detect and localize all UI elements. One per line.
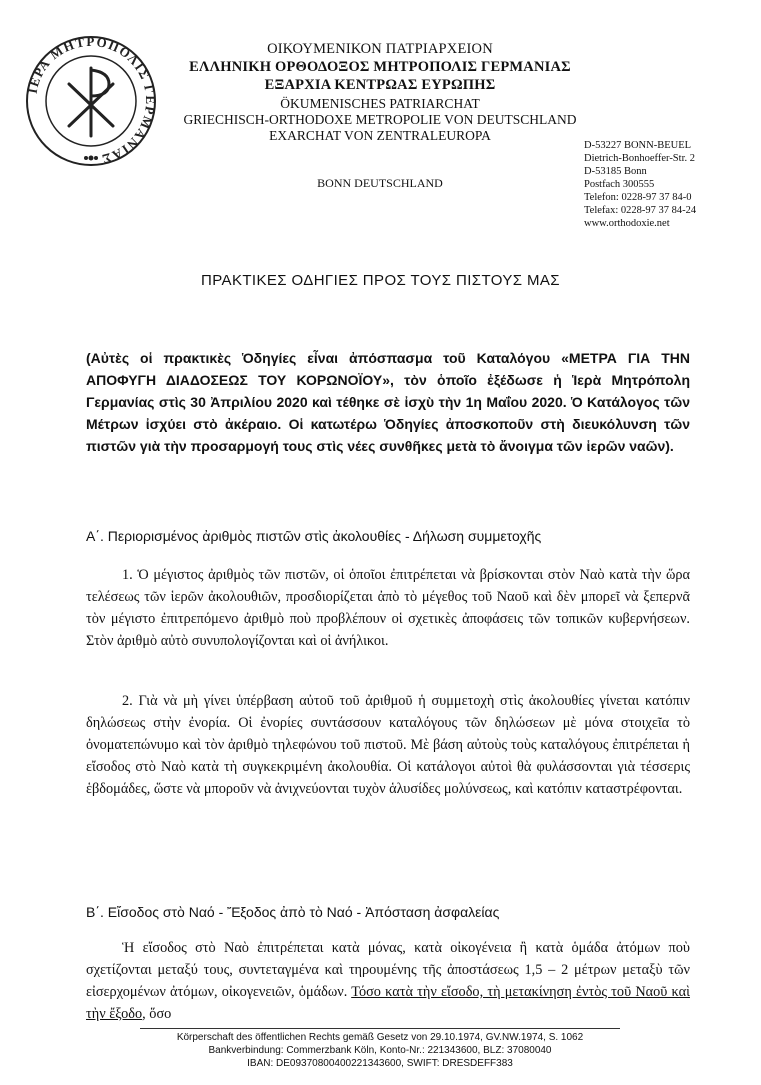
section-b-underlined-text: Τόσο κατὰ τὴν εἴσοδο, τὴ μετακίνηση ἐντὸς τοῦ Ναοῦ καὶ τὴν ἔξοδο <box>86 984 690 1022</box>
letterhead-city: BONN DEUTSCHLAND <box>317 176 443 190</box>
phone-line: Telefon: 0228-97 37 84-0 <box>584 192 692 203</box>
section-a-paragraph-1 <box>86 564 690 652</box>
seal-text: ΙΕΡΑ ΜΗΤΡΟΠΟΛΙΣ ΓΕΡΜΑΝΙΑΣ <box>24 34 158 168</box>
address-line: Postfach 300555 <box>584 179 655 190</box>
footer <box>100 1031 660 1070</box>
address-line: D-53227 BONN-BEUEL <box>584 140 692 151</box>
cross-icon <box>84 156 98 161</box>
section-b-paragraph-1 <box>86 937 690 1025</box>
exarchate-de: EXARCHAT VON ZENTRALEUROPA <box>269 128 491 143</box>
section-b-paragraph-1-text: Ἡ εἴσοδος στὸ Ναὸ ἐπιτρέπεται κατὰ μόνας, κατὰ οἰκογένεια ἢ κατὰ ὁμάδα ἀτόμων ποὺ σχετίζονται μεταξύ τους, συντεταγμένα καὶ τηρουμένης τῆς ἀποστάσεως 1,5 – 2 μέτρων μεταξὺ τῶν εἰσερχομένων ἀτόμων, οἰκογενειῶν, ὁμάδων. <box>86 940 690 1000</box>
section-b-tail-text: , ὅσο <box>142 1006 172 1022</box>
section-a-paragraph-2-text: 2. Γιὰ νὰ μὴ γίνει ὑπέρβαση αὐτοῦ τοῦ ἀριθμοῦ ἡ συμμετοχὴ στὶς ἀκολουθίες γίνεται κατόπιν δηλώσεως στὴν ἐνορία. Οἱ ἐνορίες συντάσσουν καταλόγους τῶν δηλώσεων μὲ μόνα στοιχεῖα τὸ ὀνοματεπώνυμο καὶ τὸν ἀριθμὸ τηλεφώνου τοῦ πιστοῦ. Μὲ βάση αὐτοὺς τοὺς καταλόγους ἐπιτρέπεται ἡ εἴσοδος στὸ Ναὸ κατὰ τὴ συγκεκριμένη ἀκολουθία. Οἱ κατάλογοι αὐτοὶ θὰ φυλάσσονται γιὰ τέσσερις ἑβδομάδες, ὥστε νὰ μποροῦν νὰ ἀνιχνεύονται τυχὸν ἁλυσίδες μολύνσεως, καὶ κατόπιν καταστρέφονται. <box>86 693 690 797</box>
footer-legal: Körperschaft des öffentlichen Rechts gemäß Gesetz von 29.10.1974, GV.NW.1974, S. 1062 <box>176 1032 584 1043</box>
chi-rho-icon <box>69 68 113 136</box>
metropolis-de: GRIECHISCH-ORTHODOXE METROPOLIE VON DEUTSCHLAND <box>183 112 577 127</box>
address-line: Dietrich-Bonhoeffer-Str. 2 <box>584 153 695 164</box>
section-a-paragraph-2 <box>86 690 690 800</box>
metropolis-gr: ΕΛΛΗΝΙΚΗ ΟΡΘΟΔΟΞΟΣ ΜΗΤΡΟΠΟΛΙΣ ΓΕΡΜΑΝΙΑΣ <box>189 59 571 75</box>
section-a-heading: Α΄. Περιορισμένος ἀριθμὸς πιστῶν στὶς ἀκολουθίες - Δήλωση συμμετοχῆς <box>86 528 542 544</box>
intro-paragraph: (Αὐτὲς οἱ πρακτικὲς Ὁδηγίες εἶναι ἀπόσπασμα τοῦ Καταλόγου «ΜΕΤΡΑ ΓΙΑ ΤΗΝ ΑΠΟΦΥΓΗ ΔΙΑΔΟΣΕΩΣ ΤΟΥ ΚΟΡΩΝΟΪΟΥ», τὸν ὁποῖο ἐξέδωσε ἡ Ἱερὰ Μητρόπολη Γερμανίας στὶς 30 Ἀπριλίου 2020 καὶ τέθηκε σὲ ἰσχὺ τὴν 1η Μαΐου 2020. Ὁ Κατάλογος τῶν Μέτρων ἰσχύει στὸ ἀκέραιο. Οἱ κατωτέρω Ὁδηγίες ἀποσκοποῦν στὴ διευκόλυνση τῶν πιστῶν γιὰ τὴν προσαρμογή τους στὶς νέες συνθῆκες μετὰ τὸ ἄνοιγμα τῶν ἱερῶν ναῶν). <box>86 350 690 454</box>
section-b-heading: Β΄. Εἴσοδος στὸ Ναό - Ἔξοδος ἀπὸ τὸ Ναό - Ἀπόσταση ἀσφαλείας <box>86 904 500 920</box>
address-line: D-53185 Bonn <box>584 166 647 177</box>
letterhead-greek <box>160 40 600 94</box>
metropolis-seal <box>24 34 158 168</box>
footer-divider <box>140 1028 620 1029</box>
website-link[interactable]: www.orthodoxie.net <box>584 218 670 229</box>
exarchate-gr: ΕΞΑΡΧΙΑ ΚΕΝΤΡΩΑΣ ΕΥΡΩΠΗΣ <box>264 77 496 93</box>
footer-iban: IBAN: DE09370800400221343600, SWIFT: DRESDEFF383 <box>247 1058 513 1069</box>
fax-line: Telefax: 0228-97 37 84-24 <box>584 205 697 216</box>
document-title: ΠΡΑΚΤΙΚΕΣ ΟΔΗΓΙΕΣ ΠΡΟΣ ΤΟΥΣ ΠΙΣΤΟΥΣ ΜΑΣ <box>201 272 560 289</box>
footer-bank: Bankverbindung: Commerzbank Köln, Konto-Nr.: 221343600, BLZ: 37080040 <box>208 1045 552 1056</box>
section-a-paragraph-1-text: 1. Ὁ μέγιστος ἀριθμὸς τῶν πιστῶν, οἱ ὁποῖοι ἐπιτρέπεται νὰ βρίσκονται στὸν Ναὸ κατὰ τὴν ὥρα τελέσεως τῶν ἱερῶν ἀκολουθιῶν, προσδιορίζεται ἀπὸ τὸ μέγεθος τοῦ Ναοῦ καὶ δὲν μπορεῖ νὰ ξεπερνᾶ τὸν μέγιστο ἐπιτρεπόμενο ἀριθμὸ ποὺ προβλέπουν οἱ σχετικὲς ἀποφάσεις τῶν τοπικῶν κυβερνήσεων. Στὸν ἀριθμὸ αὐτὸ συνυπολογίζονται καὶ οἱ ἀνήλικοι. <box>86 567 690 649</box>
address-block <box>584 139 756 230</box>
patriarchate-de: ÖKUMENISCHES PATRIARCHAT <box>280 96 480 111</box>
patriarchate-gr: ΟΙΚΟΥΜΕΝΙΚΟΝ ΠΑΤΡΙΑΡΧΕΙΟΝ <box>267 41 493 57</box>
letterhead-german <box>160 96 600 144</box>
